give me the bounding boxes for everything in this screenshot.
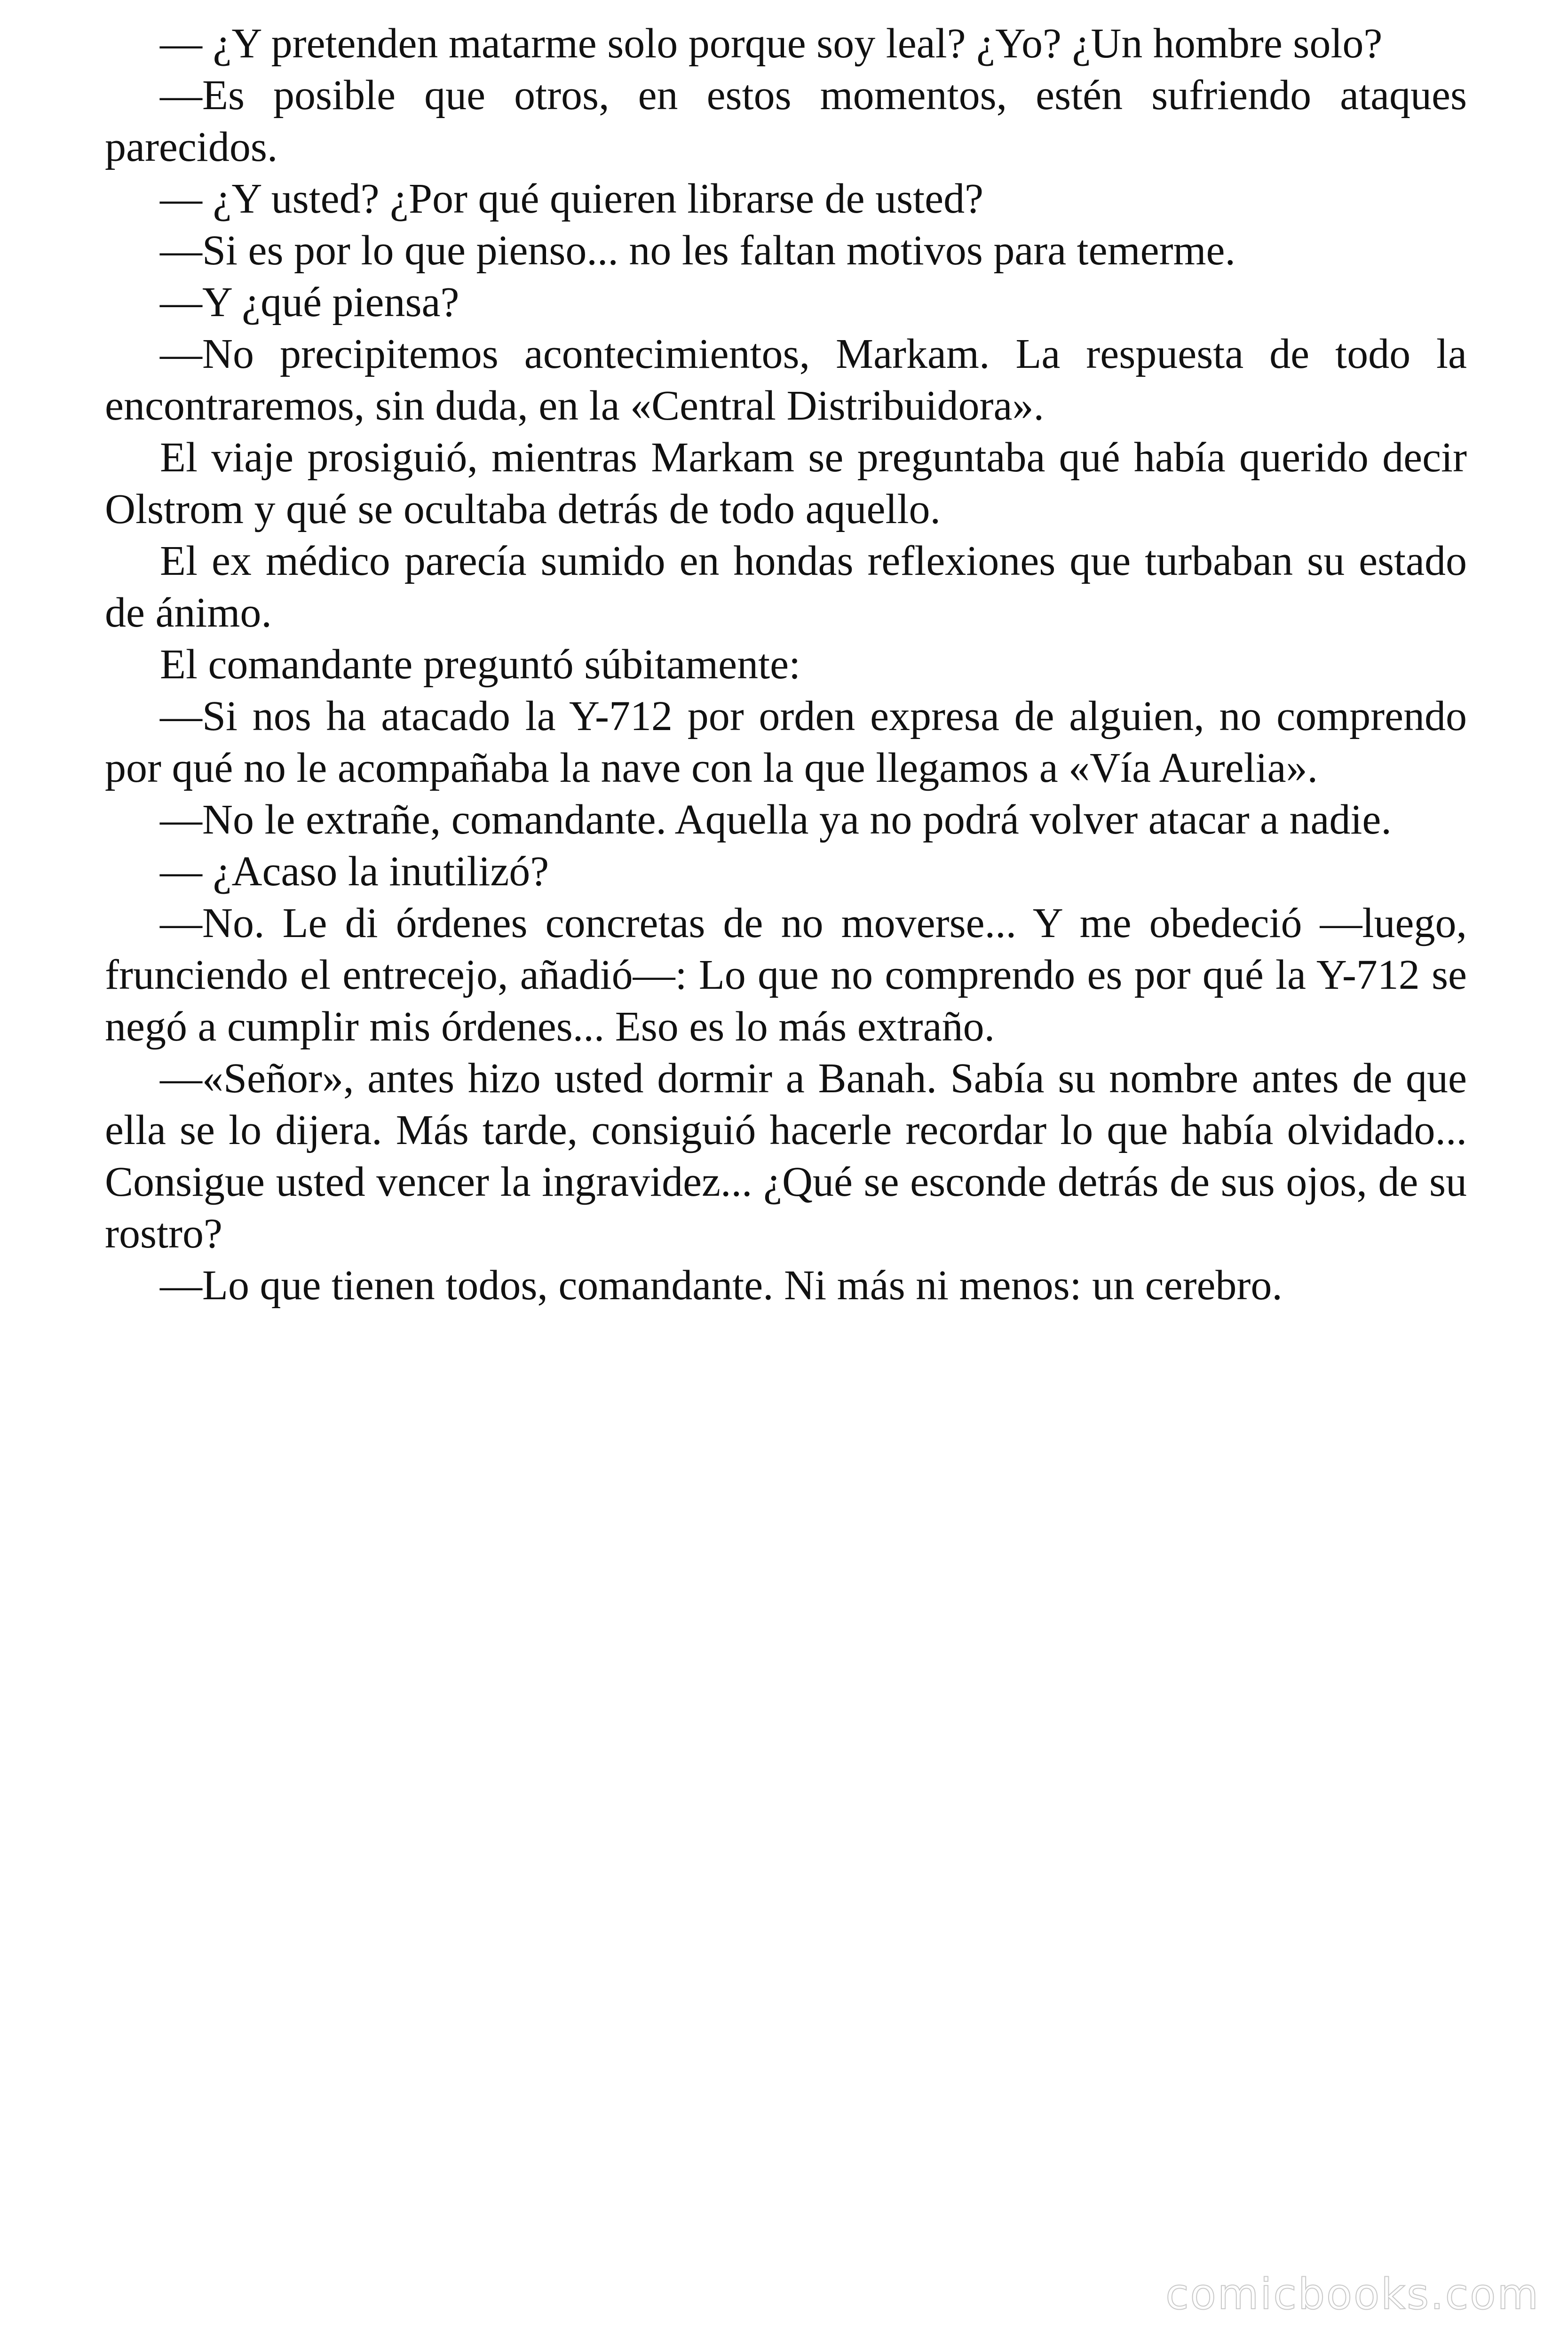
paragraph: — ¿Y pretenden matarme solo porque soy leal? ¿Yo? ¿Un hombre solo? xyxy=(160,20,1383,67)
paragraph: —No le extrañe, comandante. Aquella ya no podrá volver atacar a nadie. xyxy=(160,796,1392,843)
paragraph: —«Señor», antes hizo usted dormir a Banah. Sabía su nombre antes de que ella se lo dijera. Más tarde, consiguió hacerle recordar lo que había olvidado... Consigue usted vencer la ingravidez... ¿Qué se esconde detrás de sus ojos, de su rostro? xyxy=(105,1055,1467,1257)
paragraph: —No. Le di órdenes concretas de no moverse... Y me obedeció —luego, frunciendo el entrecejo, añadió—: Lo que no comprendo es por qué la Y-712 se negó a cumplir mis órdenes... Eso es lo más extraño. xyxy=(105,900,1467,1050)
paragraph: El ex médico parecía sumido en hondas reflexiones que turbaban su estado de ánimo. xyxy=(105,538,1467,636)
page-body xyxy=(105,18,1467,1311)
paragraph: — ¿Y usted? ¿Por qué quieren librarse de usted? xyxy=(160,175,984,222)
paragraph: El comandante preguntó súbitamente: xyxy=(160,641,801,688)
paragraph: El viaje prosiguió, mientras Markam se preguntaba qué había querido decir Olstrom y qué se ocultaba detrás de todo aquello. xyxy=(105,434,1467,532)
paragraph: —No precipitemos acontecimientos, Markam. La respuesta de todo la encontraremos, sin duda, en la «Central Distribuidora». xyxy=(105,331,1467,429)
paragraph: —Si nos ha atacado la Y-712 por orden expresa de alguien, no comprendo por qué no le acompañaba la nave con la que llegamos a «Vía Aurelia». xyxy=(105,693,1467,791)
paragraph: — ¿Acaso la inutilizó? xyxy=(160,848,549,895)
paragraph: —Lo que tienen todos, comandante. Ni más ni menos: un cerebro. xyxy=(160,1262,1283,1309)
paragraph: —Si es por lo que pienso... no les faltan motivos para temerme. xyxy=(160,227,1236,274)
paragraph: —Es posible que otros, en estos momentos, estén sufriendo ataques parecidos. xyxy=(105,72,1467,170)
watermark-text: comicbooks.com xyxy=(1165,2270,1540,2319)
paragraph: —Y ¿qué piensa? xyxy=(160,279,459,326)
